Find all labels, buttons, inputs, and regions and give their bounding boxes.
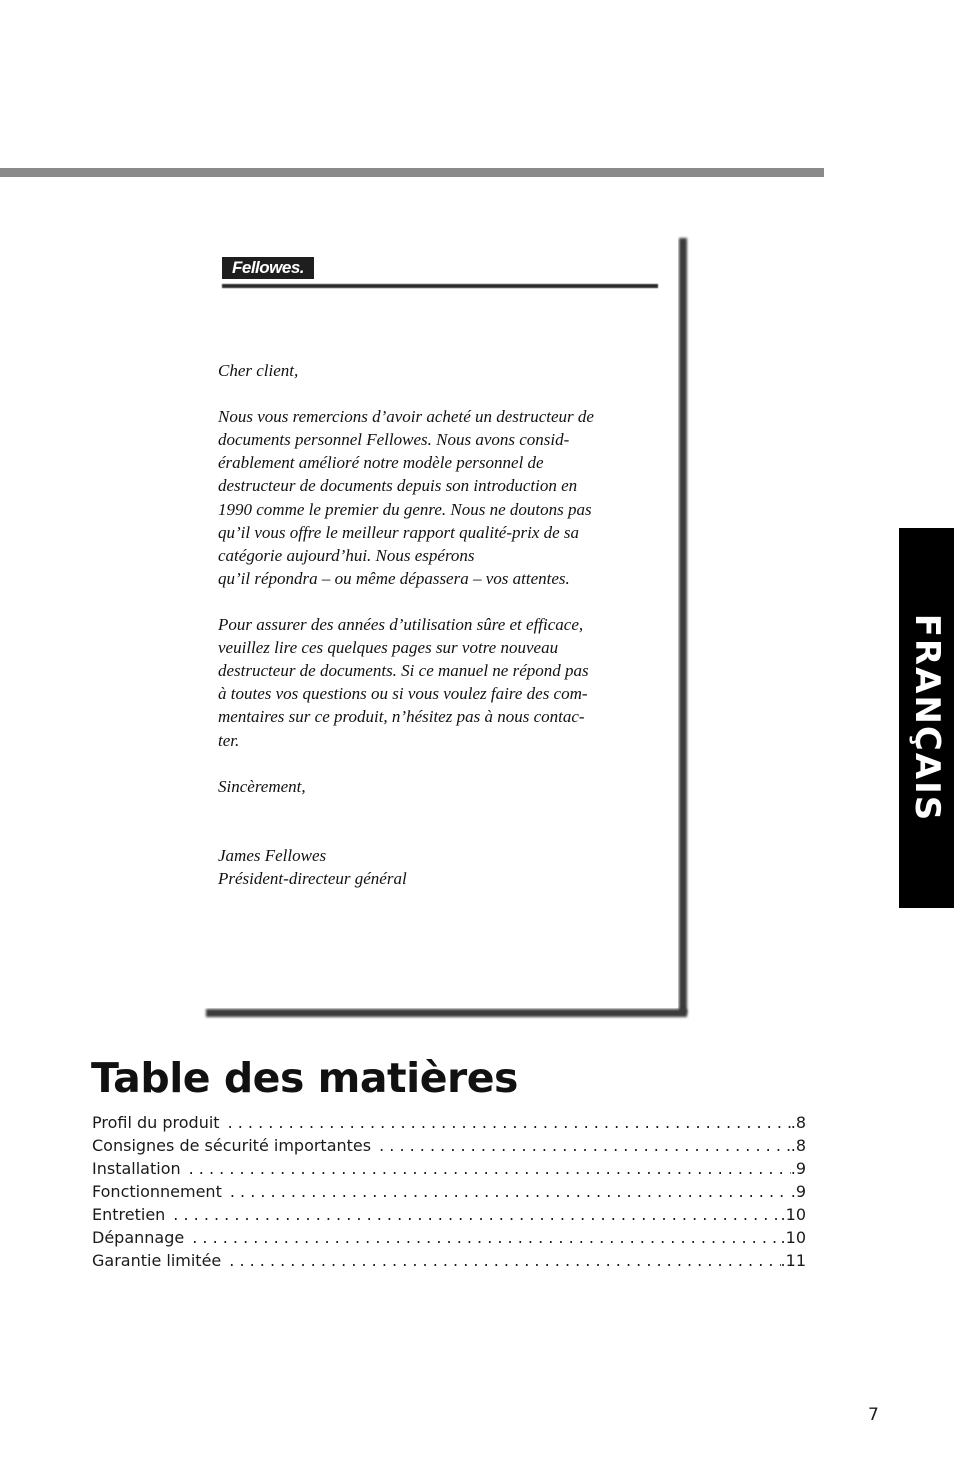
toc-entry xyxy=(92,1134,806,1157)
toc-leader-dots xyxy=(379,1134,791,1157)
table-of-contents xyxy=(92,1111,806,1272)
toc-entry-page: .10 xyxy=(780,1228,806,1247)
fellowes-logo: Fellowes. xyxy=(222,257,314,279)
language-tab xyxy=(899,528,954,908)
signer-name: James Fellowes xyxy=(218,845,327,865)
toc-entry-page: .11 xyxy=(780,1251,806,1270)
letter-closing: Sincèrement, xyxy=(218,776,306,796)
toc-entry-page: .10 xyxy=(780,1205,806,1224)
signer-title: Président-directeur général xyxy=(218,868,407,888)
toc-entry xyxy=(92,1226,806,1249)
toc-entry-page: .9 xyxy=(790,1182,806,1201)
header-rule xyxy=(0,168,824,177)
welcome-letter xyxy=(218,359,658,890)
letter-paragraph-1: Nous vous remercions d’avoir acheté un destructeur de documents personnel Fellowes. Nous avons consid- érablement amélioré notre modèle personnel de destructeur de documents depuis son introduction en 1990 comme le premier du genre. Nous ne doutons pas qu’il vous offre le meilleur rapport qualité-prix de sa catégorie aujourd’hui. Nous espérons qu’il répondra – ou même dépassera – vos attentes. xyxy=(218,407,594,588)
toc-leader-dots xyxy=(192,1226,780,1249)
toc-entry xyxy=(92,1203,806,1226)
toc-title: Table des matières xyxy=(91,1054,518,1102)
letter-greeting: Cher client, xyxy=(218,361,299,380)
language-tab-label: FRANÇAIS xyxy=(906,613,947,823)
toc-entry-label: Consignes de sécurité importantes xyxy=(92,1136,372,1155)
toc-entry xyxy=(92,1180,806,1203)
toc-leader-dots xyxy=(229,1249,780,1272)
toc-entry-label: Installation xyxy=(92,1159,181,1178)
toc-entry-label: Garantie limitée xyxy=(92,1251,222,1270)
toc-entry xyxy=(92,1157,806,1180)
toc-entry-label: Profil du produit xyxy=(92,1113,220,1132)
toc-entry-page: .8 xyxy=(790,1136,806,1155)
toc-entry xyxy=(92,1111,806,1134)
letter-paragraph-2: Pour assurer des années d’utilisation sûre et efficace, veuillez lire ces quelques pages sur votre nouveau destructeur de documents. Si ce manuel ne répond pas à toutes vos questions ou si vous voulez faire des com- mentaires sur ce produit, n’hésitez pas à nous contac- ter. xyxy=(218,615,589,750)
toc-entry-label: Dépannage xyxy=(92,1228,185,1247)
toc-entry-label: Fonctionnement xyxy=(92,1182,222,1201)
toc-leader-dots xyxy=(230,1180,791,1203)
toc-entry-label: Entretien xyxy=(92,1205,166,1224)
letter-card-shadow-bottom xyxy=(206,1009,687,1017)
logo-underline-rule xyxy=(222,284,658,288)
toc-entry-page: .8 xyxy=(790,1113,806,1132)
toc-entry-page: .9 xyxy=(790,1159,806,1178)
page-number: 7 xyxy=(868,1405,879,1425)
toc-entry xyxy=(92,1249,806,1272)
letter-card-shadow-right xyxy=(679,238,687,1014)
toc-leader-dots xyxy=(189,1157,791,1180)
toc-leader-dots xyxy=(228,1111,791,1134)
toc-leader-dots xyxy=(173,1203,780,1226)
